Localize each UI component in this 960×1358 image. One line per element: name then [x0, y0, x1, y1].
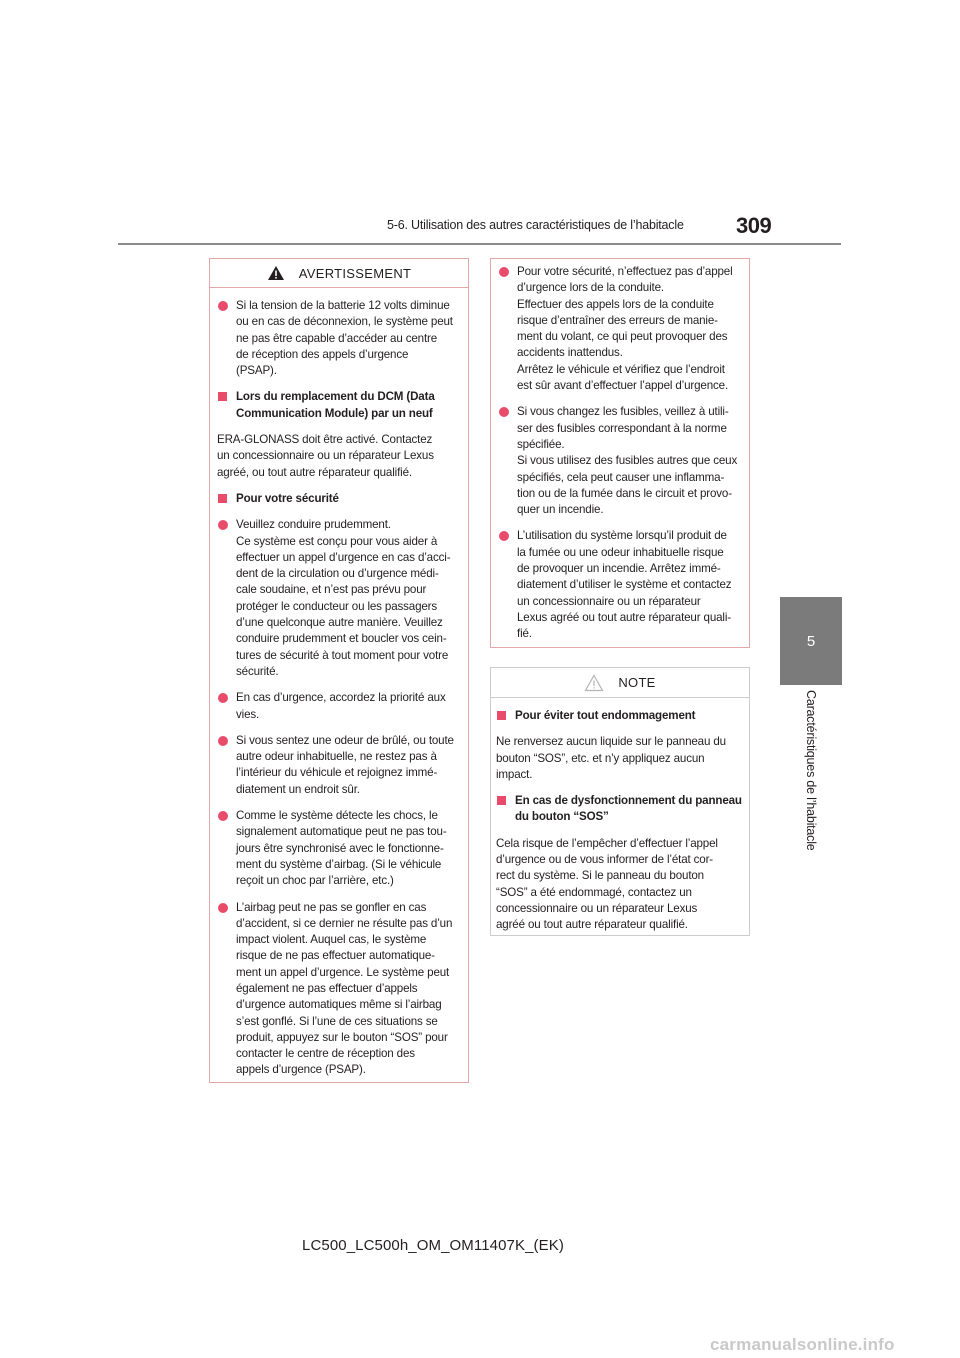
text-line: En cas de dysfonctionnement du panneau: [515, 794, 742, 808]
text-line: l’intérieur du véhicule et rejoignez immé-: [236, 766, 438, 780]
text-line: agréé ou tout autre réparateur qualifié.: [496, 918, 688, 932]
paragraph: [496, 734, 737, 783]
text-line: fié.: [517, 627, 532, 641]
text-line: ou en cas de déconnexion, le système peut: [236, 315, 453, 329]
text-line: un concessionnaire ou un réparateur Lexus: [217, 449, 434, 463]
text-line: sécurité.: [236, 664, 279, 678]
text-line: “SOS” a été endommagé, contactez un: [496, 885, 692, 899]
text-line: protéger le conducteur ou les passagers: [236, 599, 438, 613]
text-line: risque d’entraîner des erreurs de manie-: [517, 313, 718, 327]
text-line: Veuillez conduire prudemment.: [236, 518, 391, 532]
text-line: ment un appel d’urgence. Le système peut: [236, 965, 450, 979]
bullet-dot-icon: [499, 531, 509, 541]
text-line: accidents inattendus.: [517, 346, 623, 360]
bullet-item: [498, 528, 737, 642]
text-line: appels d’urgence (PSAP).: [236, 1063, 366, 1077]
note-box-title: NOTE: [618, 675, 656, 690]
bullet-item: [498, 264, 737, 394]
subheading: [496, 793, 742, 826]
bullet-item: [217, 690, 456, 723]
text-line: ment du volant, ce qui peut provoquer des: [517, 330, 728, 344]
text-line: diatement d’utiliser le système et contactez: [517, 578, 732, 592]
warning-triangle-icon: [267, 265, 285, 281]
text-line: de provoquer un incendie. Arrêtez immé-: [517, 562, 721, 576]
text-line: Pour votre sécurité, n’effectuez pas d’appel: [517, 265, 733, 278]
page-number: 309: [736, 213, 772, 238]
caution-triangle-outline-icon: [584, 674, 604, 692]
text-line: L’airbag peut ne pas se gonfler en cas: [236, 900, 427, 914]
chapter-tab: [780, 597, 842, 685]
text-line: tures de sécurité à tout moment pour votre: [236, 648, 449, 662]
text-line: Si vous utilisez des fusibles autres que ceux: [517, 454, 738, 468]
watermark: carmanualsonline.info: [710, 1335, 895, 1354]
text-line: Si la tension de la batterie 12 volts diminue: [236, 299, 450, 312]
text-line: Comme le système détecte les chocs, le: [236, 809, 438, 823]
text-line: produit, appuyez sur le bouton “SOS” pour: [236, 1030, 448, 1044]
text-line: Ne renversez aucun liquide sur le panneau du: [496, 735, 726, 749]
text-line: d’une quelconque autre manière. Veuillez: [236, 616, 443, 630]
text-line: autre odeur inhabituelle, ne restez pas à: [236, 750, 437, 764]
text-line: agréé, ou tout autre réparateur qualifié.: [217, 465, 412, 479]
bullet-dot-icon: [218, 903, 228, 913]
warning-box-continued: [490, 258, 750, 648]
text-line: ERA-GLONASS doit être activé. Contactez: [217, 433, 433, 447]
paragraph: [496, 836, 737, 934]
bullet-item: [217, 808, 456, 889]
subheading: [217, 389, 456, 422]
square-bullet-icon: [497, 796, 506, 805]
text-line: Lors du remplacement du DCM (Data: [236, 390, 435, 404]
text-line: tion ou de la fumée dans le circuit et provo-: [517, 486, 732, 500]
text-line: s’est gonflé. Si l’une de ces situations se: [236, 1014, 438, 1028]
bullet-dot-icon: [218, 693, 228, 703]
text-line: concessionnaire ou un réparateur Lexus: [496, 901, 698, 915]
text-line: bouton “SOS”, etc. et n’y appliquez aucun: [496, 751, 705, 765]
warning-box-title: AVERTISSEMENT: [298, 265, 412, 281]
bullet-dot-icon: [218, 736, 228, 746]
text-line: du bouton “SOS”: [515, 810, 609, 824]
bullet-dot-icon: [218, 520, 228, 530]
text-line: dent de la circulation ou d’urgence médi-: [236, 567, 439, 581]
note-box-content: [491, 708, 749, 934]
text-line: En cas d’urgence, accordez la priorité aux: [236, 691, 446, 705]
text-line: Effectuer des appels lors de la conduite: [517, 297, 714, 311]
text-line: de réception des appels d’urgence: [236, 347, 409, 361]
chapter-label: Caractéristiques de l’habitacle: [804, 690, 818, 851]
text-line: L’utilisation du système lorsqu’il produit de: [517, 529, 727, 543]
square-bullet-icon: [218, 392, 227, 401]
subheading: [496, 708, 737, 724]
text-line: cale soudaine, et n’est pas prévu pour: [236, 583, 427, 597]
text-line: d’accident, si ce dernier ne résulte pas d’un: [236, 916, 453, 930]
text-line: Ce système est conçu pour vous aider à: [236, 534, 438, 548]
subheading: [217, 491, 456, 507]
text-line: Si vous changez les fusibles, veillez à utili-: [517, 405, 729, 419]
text-line: spécifiés, cela peut causer une inflamma-: [517, 470, 725, 484]
text-line: ser des fusibles correspondant à la norme: [517, 421, 727, 435]
text-line: impact.: [496, 767, 533, 781]
text-line: ment du système d’airbag. (Si le véhicule: [236, 857, 442, 871]
bullet-dot-icon: [499, 407, 509, 417]
text-line: vies.: [236, 707, 260, 721]
bullet-dot-icon: [218, 301, 228, 311]
text-line: conduire prudemment et boucler vos cein-: [236, 632, 447, 646]
text-line: Arrêtez le véhicule et vérifiez que l’endroit: [517, 362, 725, 376]
text-line: la fumée ou une odeur inhabituelle risque: [517, 545, 724, 559]
text-line: diatement un endroit sûr.: [236, 782, 360, 796]
chapter-number: 5: [806, 632, 816, 650]
text-line: ne pas être capable d’accéder au centre: [236, 331, 438, 345]
text-line: contacter le centre de réception des: [236, 1047, 415, 1061]
text-line: d’urgence lors de la conduite.: [517, 281, 664, 295]
paragraph: [217, 432, 456, 481]
text-line: quer un incendie.: [517, 503, 604, 517]
bullet-dot-icon: [218, 811, 228, 821]
text-line: impact violent. Auquel cas, le système: [236, 933, 427, 947]
note-box: [490, 667, 750, 936]
warning-box: [209, 258, 469, 1083]
bullet-dot-icon: [499, 267, 509, 277]
text-line: Pour éviter tout endommagement: [515, 709, 696, 722]
text-line: également ne pas effectuer d’appels: [236, 981, 418, 995]
text-line: Pour votre sécurité: [236, 491, 339, 505]
text-line: spécifiée.: [517, 437, 565, 451]
text-line: (PSAP).: [236, 364, 277, 378]
bullet-item: [498, 404, 737, 518]
text-line: Lexus agréé ou tout autre réparateur quali-: [517, 610, 731, 624]
square-bullet-icon: [497, 711, 506, 720]
text-line: est sûr avant d’effectuer l’appel d’urgence.: [517, 379, 729, 393]
bullet-item: [217, 733, 456, 798]
square-bullet-icon: [218, 494, 227, 503]
bullet-item: [217, 298, 456, 379]
text-line: rect du système. Si le panneau du bouton: [496, 869, 704, 883]
header-rule: [118, 243, 841, 245]
text-line: effectuer un appel d’urgence en cas d’acci-: [236, 550, 451, 564]
text-line: reçoit un choc par l’arrière, etc.): [236, 874, 394, 888]
text-line: jours être synchronisé avec le fonctionne-: [236, 841, 444, 855]
text-line: d’urgence ou de vous informer de l’état cor-: [496, 853, 714, 867]
text-line: Communication Module) par un neuf: [236, 406, 433, 420]
warning-box-header: [210, 259, 468, 288]
warning-box-continued-content: [491, 259, 749, 643]
text-line: Si vous sentez une odeur de brûlé, ou toute: [236, 733, 454, 747]
text-line: Cela risque de l’empêcher d’effectuer l’appel: [496, 836, 718, 850]
section-title: 5-6. Utilisation des autres caractéristiques de l’habitacle: [387, 218, 684, 232]
text-line: signalement automatique peut ne pas tou-: [236, 825, 447, 839]
bullet-item: [217, 517, 456, 680]
text-line: d’urgence automatiques même si l’airbag: [236, 998, 442, 1012]
manual-code: LC500_LC500h_OM_OM11407K_(EK): [302, 1237, 564, 1254]
text-line: un concessionnaire ou un réparateur: [517, 594, 701, 608]
note-box-header: [491, 668, 749, 698]
text-line: risque de ne pas effectuer automatique-: [236, 949, 435, 963]
bullet-item: [217, 900, 456, 1079]
warning-box-content: [210, 298, 468, 1079]
